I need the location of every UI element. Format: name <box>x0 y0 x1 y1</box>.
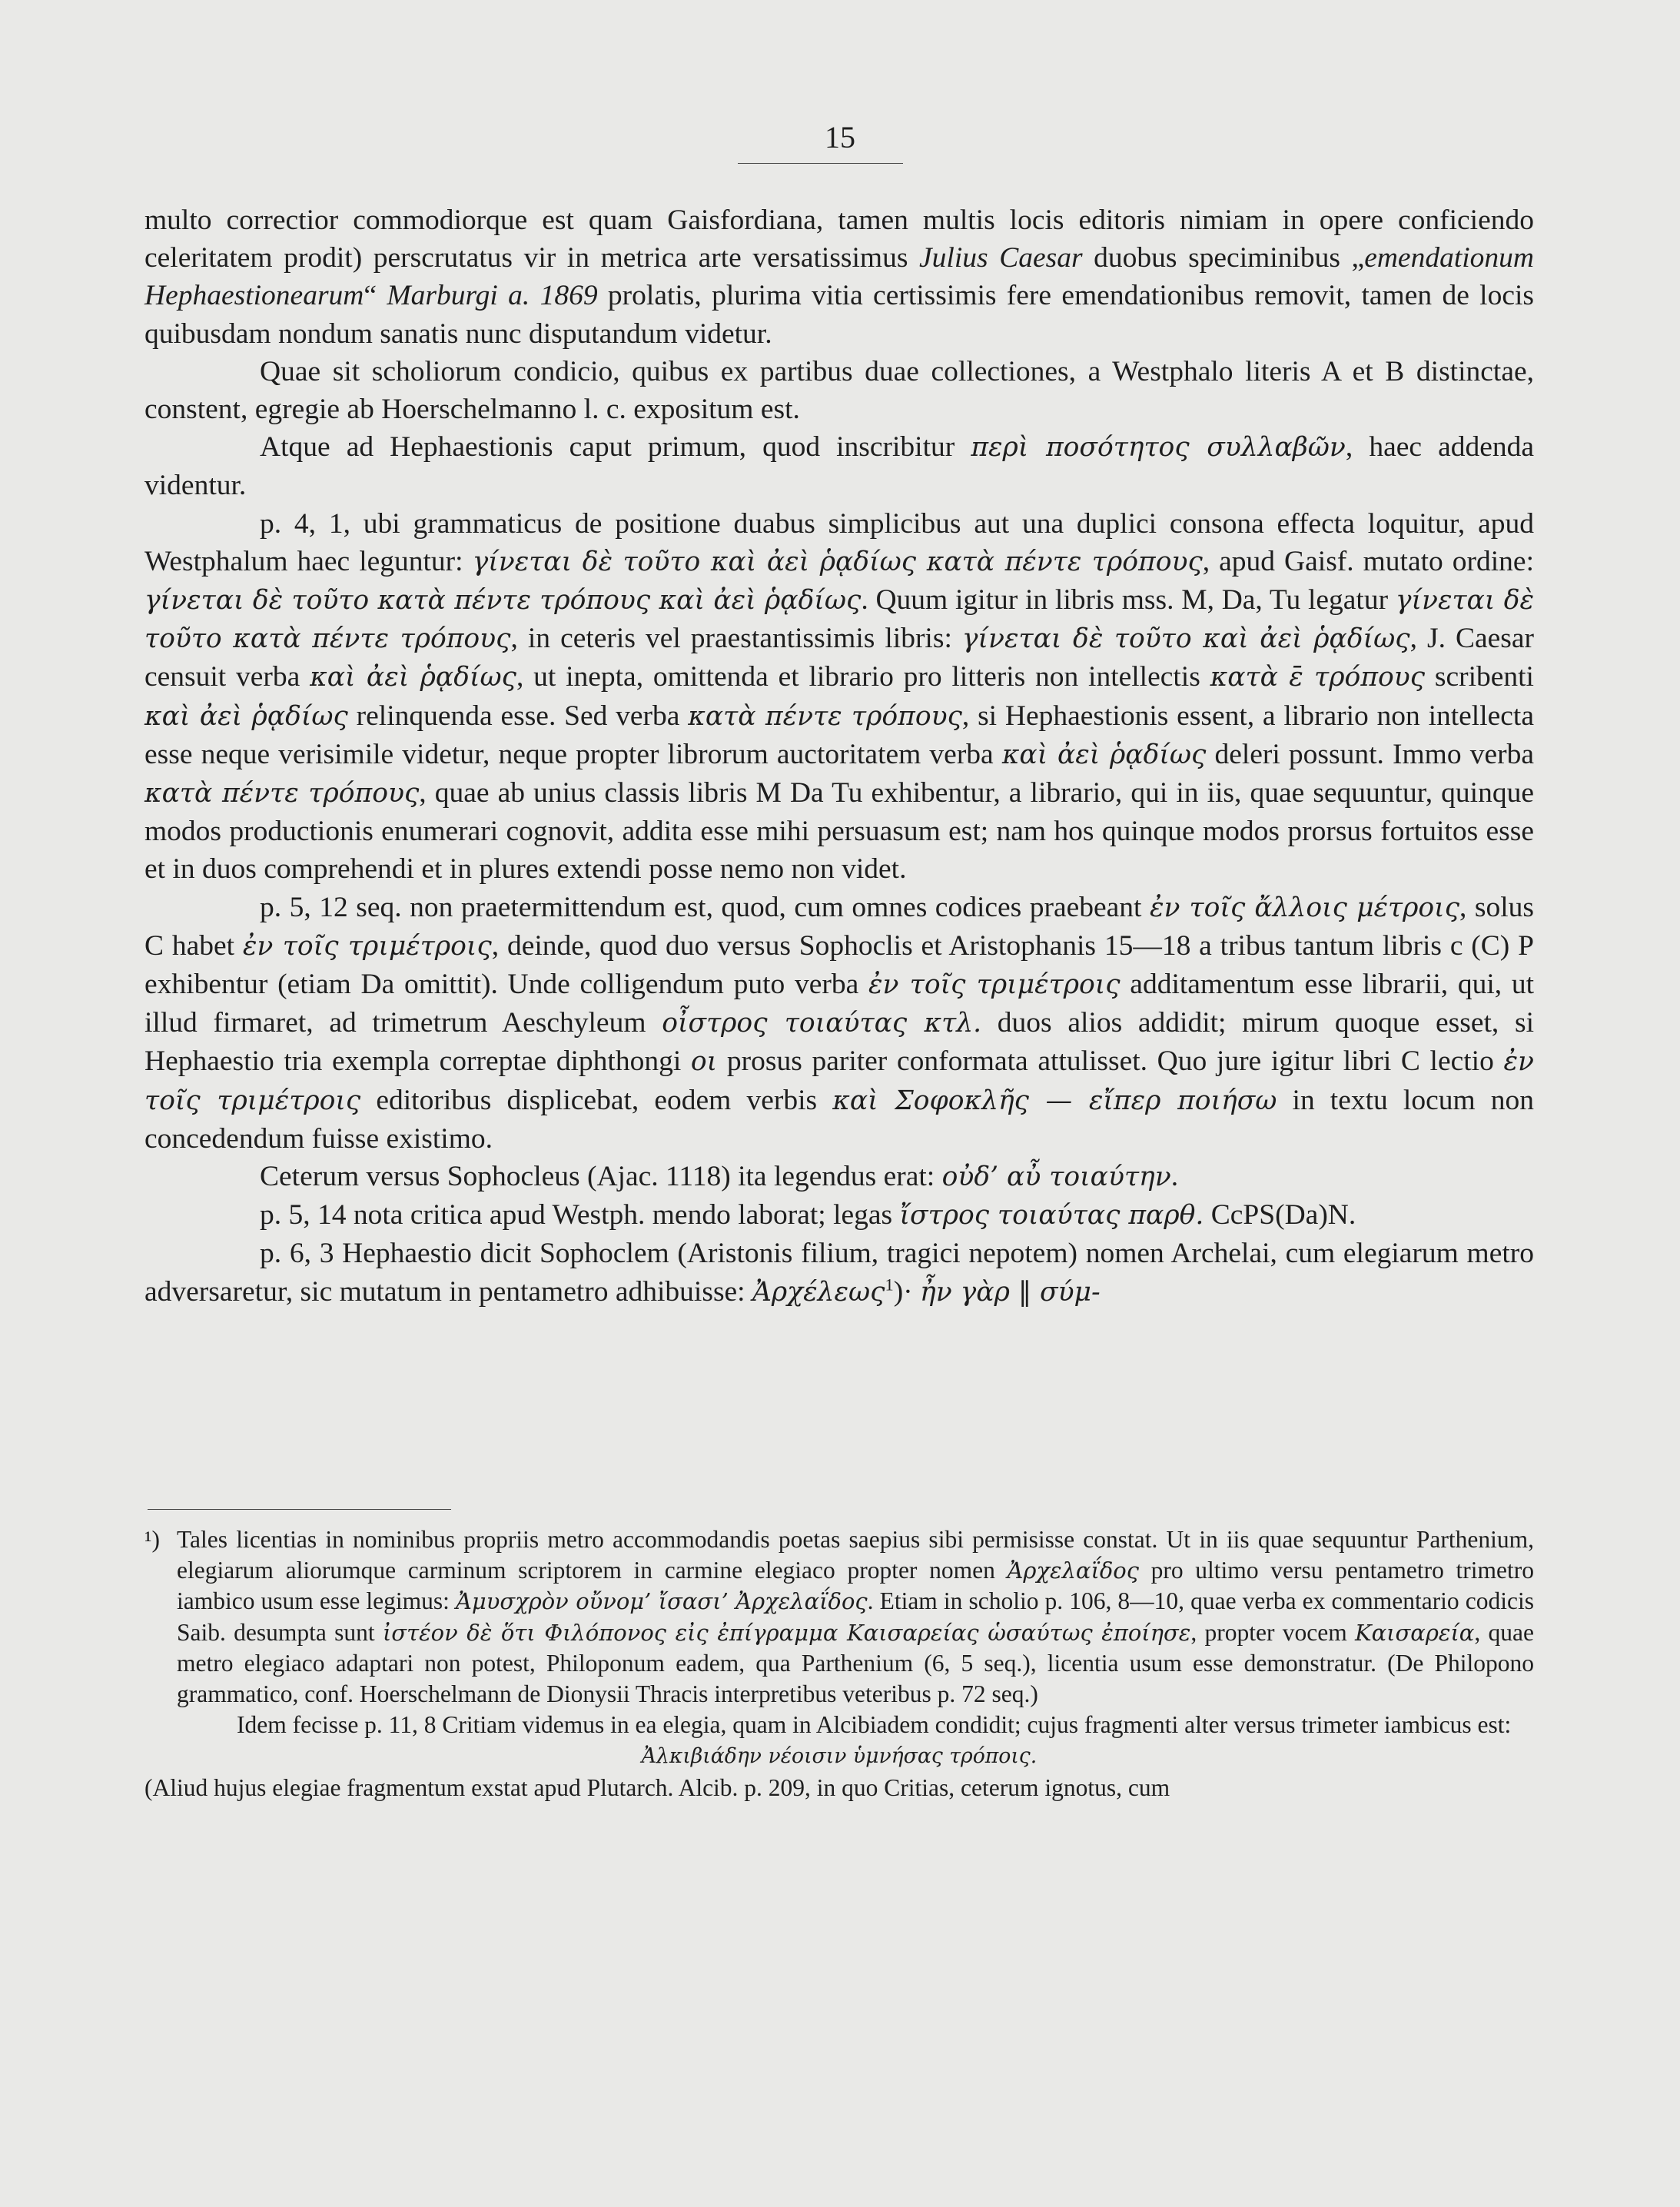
greek-text: ἐν τοῖς τριμέτροις <box>868 969 1121 1001</box>
text-run: , in ceteris vel praestantissimis libris: <box>510 623 962 655</box>
greek-text: ἐν τοῖς τριμέτροις <box>242 930 492 962</box>
greek-text: ἦν γὰρ ‖ σύμ- <box>920 1276 1101 1308</box>
text-run: , quae ab unius classis libris M Da Tu exhibentur, a librario, qui in iis, quae sequuntur, quinque modos productionis enumerari cognovit, addita esse mihi persuasum est; nam hos quinque modos prorsus fortuitos esse et in duos comprehendi et in plures extendi posse nemo non videt. <box>144 777 1534 886</box>
text-run: CcPS(Da)N. <box>1204 1199 1356 1231</box>
text-run: p. 6, 3 Hephaestio dicit Sophoclem (Aristonis filium, tragici nepotem) nomen Archelai, cum elegiarum metro adversaretur, sic mutatum in pentametro adhibuisse: <box>144 1238 1534 1308</box>
text-run: , quae metro elegiaco adaptari non potest, Philoponum eadem, qua Parthenium (6, 5 seq.), licentia usum esse demonstratur. (De Philopono grammatico, conf. Hoerschelmann de Dionysii Thracis interpretibus veteribus p. 72 seq.) <box>177 1618 1534 1708</box>
text-run: p. 5, 14 nota critica apud Westph. mendo laborat; legas <box>260 1199 900 1231</box>
italic-text: Marburgi a. 1869 <box>387 280 598 312</box>
text-run: . Etiam in scholio p. 106, 8—10, quae verba ex commentario codicis Saib. desumpta sunt <box>177 1587 1534 1646</box>
greek-text: καὶ ἀεὶ ῥᾳδίως <box>310 662 516 693</box>
text-run: Atque ad Hephaestionis caput primum, quod inscribitur <box>260 431 971 464</box>
text-run: (Aliud hujus elegiae fragmentum exstat apud Plutarch. Alcib. p. 209, in quo Critias, ceterum ignotus, cum <box>144 1773 1170 1801</box>
text-run: editoribus displicebat, eodem verbis <box>360 1084 833 1116</box>
footnotes <box>144 1524 1534 1803</box>
paragraph-p6 <box>144 1158 1534 1196</box>
greek-text: οἶστρος τοιαύτας κτλ. <box>662 1008 982 1039</box>
greek-text: καὶ Σοφοκλῆς — εἴπερ ποιήσω <box>832 1085 1277 1116</box>
greek-text: Καισαρεία <box>1354 1619 1475 1646</box>
text-run: “ <box>364 280 387 312</box>
text-run: , si Hephaestionis essent, a librario non intellecta esse neque verisimile videtur, neque propter librorum auctoritatem verba <box>144 700 1534 770</box>
paragraph-p8 <box>144 1235 1534 1311</box>
footnote-fn2 <box>144 1710 1534 1740</box>
text-run: relinquenda esse. Sed verba <box>347 700 689 732</box>
greek-text: γίνεται δὲ τοῦτο κατὰ πέντε τρόπους <box>144 585 1535 655</box>
italic-text: emendationum Hephaestionearum <box>144 242 1534 312</box>
page-number: 15 <box>825 120 855 155</box>
greek-text: Ἀλκιβιάδην νέοισιν ὑμνήσας τρόποις. <box>641 1744 1038 1769</box>
text-run: , ut inepta, omittenda et librario pro litteris non intellectis <box>516 661 1210 693</box>
greek-text: κατὰ πέντε τρόπους <box>688 700 962 732</box>
text-run: additamentum esse librarii, qui, ut illud firmaret, ad trimetrum Aeschyleum <box>144 969 1534 1039</box>
greek-text: γίνεται δὲ τοῦτο κατὰ πέντε τρόπους καὶ ἀεὶ ῥᾳδίως <box>144 585 862 617</box>
greek-text: κατὰ πέντε τρόπους <box>144 778 420 809</box>
text-run: . <box>1170 1161 1179 1193</box>
text-run: Quae sit scholiorum condicio, quibus ex partibus duae collectiones, a Westphalo literis A et B distinctae, constent, egregie ab Hoerschelmanno l. c. expositum est. <box>144 355 1534 426</box>
greek-text: περὶ ποσότητος συλλαβῶν <box>971 432 1346 464</box>
paragraph-p1 <box>144 201 1534 353</box>
text-run: , propter vocem <box>1190 1618 1355 1646</box>
greek-text: καὶ ἀεὶ ῥᾳδίως <box>1001 739 1207 770</box>
greek-text: οι <box>690 1046 718 1078</box>
footnote-fn1 <box>144 1524 1534 1710</box>
paragraph-p4 <box>144 505 1534 889</box>
text-run: p. 5, 12 seq. non praetermittendum est, quod, cum omnes codices praebeant <box>260 891 1150 923</box>
greek-text: γίνεται δὲ τοῦτο καὶ ἀεὶ ῥᾳδίως <box>961 623 1410 655</box>
greek-text: οὐδ’ αὖ τοιαύτην <box>941 1162 1171 1193</box>
greek-text: Ἀρχελαΐδος <box>1007 1557 1139 1584</box>
footnote-reference: 1 <box>885 1275 894 1295</box>
text-run: prolatis, plurima vitia certissimis fere emendationibus removit, tamen de locis quibusdam nondum sanatis nunc disputandum videtur. <box>144 280 1534 350</box>
greek-text: ἐν τοῖς ἄλλοις μέτροις <box>1149 892 1460 923</box>
text-run: )· <box>893 1275 921 1308</box>
main-text <box>144 201 1534 1311</box>
paragraph-p2 <box>144 353 1534 428</box>
text-run: multo correctior commodiorque est quam Gaisfordiana, tamen multis locis editoris nimiam in opere conficiendo celeritatem prodit) perscrutatus vir in metrica arte versatissimus <box>144 204 1534 274</box>
greek-text: ἴστρος τοιαύτας παρθ. <box>899 1200 1204 1231</box>
text-run: . Quum igitur in libris mss. M, Da, Tu legatur <box>861 584 1396 617</box>
header-rule <box>738 163 903 164</box>
greek-text: Ἀρχέλεως <box>752 1276 885 1308</box>
text-run: Idem fecisse p. 11, 8 Critiam videmus in ea elegia, quam in Alcibiadem condidit; cujus fragmenti alter versus trimeter iambicus est: <box>237 1711 1512 1739</box>
paragraph-p3 <box>144 428 1534 504</box>
text-run: , deinde, quod duo versus Sophoclis et Aristophanis 15—18 a tribus tantum libris c (C) P exhibentur (etiam Da omittit). Unde colligendum puto verba <box>144 929 1534 1001</box>
greek-text: ἰστέον δὲ ὅτι Φιλόπονος εἰς ἐπίγραμμα Καισαρείας ὡσαύτως ἐποίησε <box>382 1619 1191 1646</box>
greek-text: κατὰ ε̄ τρόπους <box>1210 662 1426 693</box>
italic-text: Julius Caesar <box>919 242 1083 274</box>
greek-text: ἐν τοῖς τριμέτροις <box>144 1046 1534 1116</box>
footnote-fn4 <box>144 1773 1534 1803</box>
text-run: Ceterum versus Sophocleus (Ajac. 1118) ita legendus erat: <box>260 1161 942 1193</box>
text-run: prosus pariter conformata attulisset. Quo jure igitur libri C lectio <box>717 1045 1504 1078</box>
text-run: , J. Caesar censuit verba <box>144 623 1535 693</box>
greek-text: καὶ ἀεὶ ῥᾳδίως <box>144 700 348 732</box>
paragraph-p7 <box>144 1196 1534 1235</box>
paragraph-p5 <box>144 889 1534 1158</box>
text-run: p. 4, 1, ubi grammaticus de positione duabus simplicibus aut una duplici consona effecta loquitur, apud Westphalum haec leguntur: <box>144 507 1534 577</box>
text-run: in textu locum non concedendum fuisse existimo. <box>144 1084 1534 1155</box>
footnote-marker: ¹) <box>144 1526 160 1553</box>
text-run: Tales licentias in nominibus propriis metro accommodandis poetas saepius sibi permisisse constat. Ut in iis quae sequuntur Parthenium, elegiarum aliorumque carminum scriptorem in carmine elegiaco propter nomen <box>177 1526 1534 1584</box>
text-run: scribenti <box>1425 661 1534 693</box>
text-run: duos alios addidit; mirum quoque esset, si Hephaestio tria exempla correptae diphthongi <box>144 1007 1534 1078</box>
text-run: , haec addenda videntur. <box>144 431 1534 502</box>
text-run: , solus C habet <box>144 891 1535 962</box>
footnote-fn3 <box>144 1740 1534 1772</box>
footnote-separator <box>148 1509 451 1510</box>
text-run: duobus speciminibus „ <box>1082 242 1365 274</box>
greek-text: Ἀμυσχρὸν οὔνομ’ ἴσασι’ Ἀρχελαΐδος <box>456 1588 868 1615</box>
text-run: deleri possunt. Immo verba <box>1206 738 1534 770</box>
text-run: , apud Gaisf. mutato ordine: <box>1202 545 1534 577</box>
greek-text: γίνεται δὲ τοῦτο καὶ ἀεὶ ῥᾳδίως κατὰ πέντε τρόπους <box>472 546 1203 577</box>
text-run: pro ultimo versu pentametro trimetro iambico usum esse legimus: <box>177 1557 1534 1615</box>
